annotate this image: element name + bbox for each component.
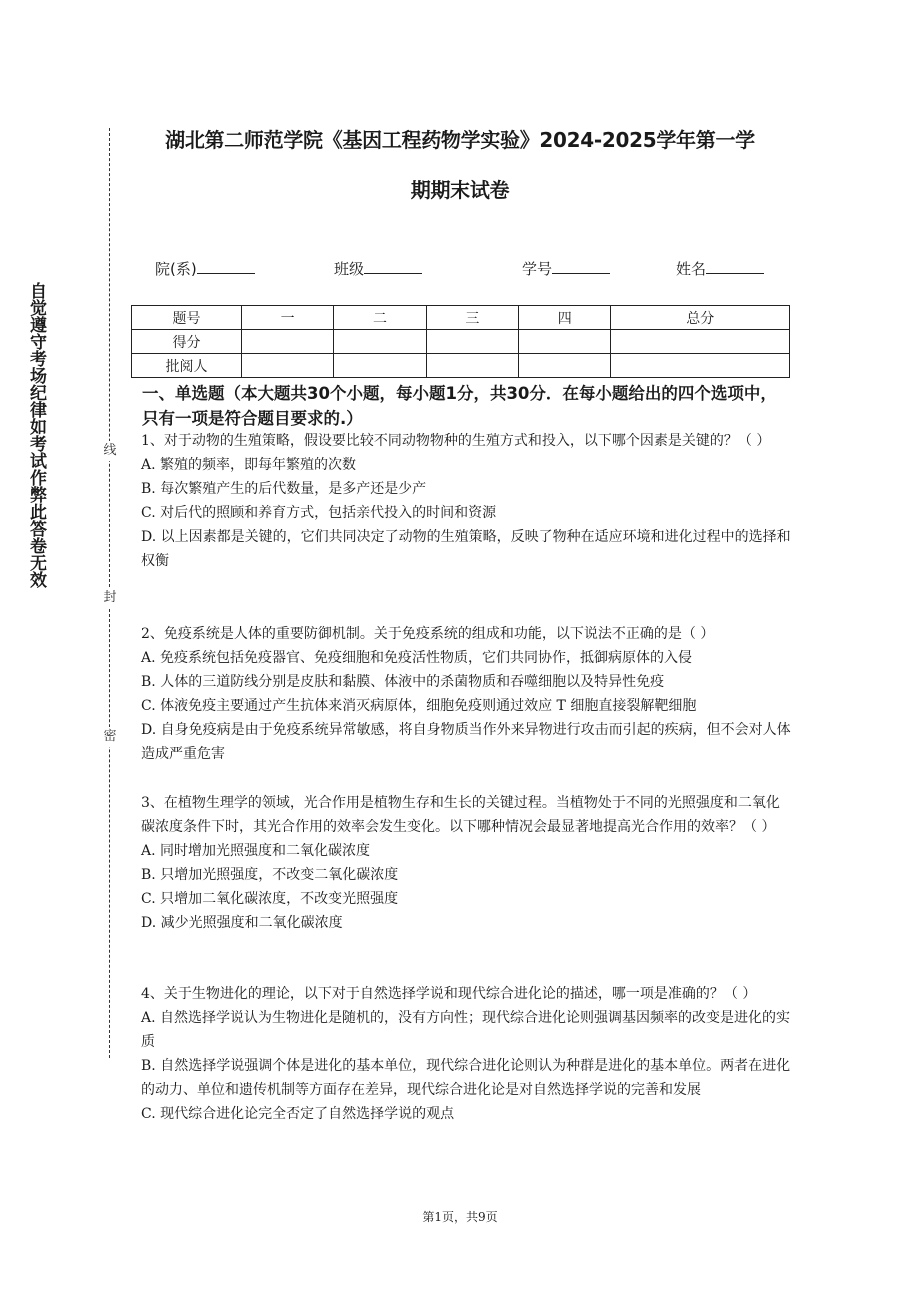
field-student-id-blank: [552, 259, 610, 274]
score-cell: [242, 330, 334, 354]
option: B. 人体的三道防线分别是皮肤和黏膜、体液中的杀菌物质和吞噬细胞以及特异性免疫: [141, 674, 665, 690]
exam-title-line-1: 湖北第二师范学院《基因工程药物学实验》2024-2025学年第一学: [165, 128, 755, 152]
option: B. 只增加光照强度，不改变二氧化碳浓度: [141, 867, 399, 883]
question-stem: 2、免疫系统是人体的重要防御机制。关于免疫系统的组成和功能，以下说法不正确的是（ ）: [141, 626, 715, 642]
field-department: [155, 258, 255, 279]
score-cell: [334, 330, 426, 354]
field-class-blank: [364, 259, 422, 274]
reviewer-cell: [242, 354, 334, 378]
option: D. 以上因素都是关键的，它们共同决定了动物的生殖策略，反映了物种在适应环境和进化过程中的选择和权衡: [141, 529, 791, 569]
option: A. 同时增加光照强度和二氧化碳浓度: [141, 843, 371, 859]
score-cell: [519, 330, 611, 354]
field-student-id: [522, 258, 610, 279]
field-class-label: 班级: [334, 260, 365, 278]
option: A. 繁殖的频率，即每年繁殖的次数: [141, 457, 357, 473]
exam-title-line-2: 期期末试卷: [410, 178, 510, 202]
header-cell: 总分: [611, 306, 790, 330]
option: C. 对后代的照顾和养育方式，包括亲代投入的时间和资源: [141, 505, 497, 521]
header-cell: 四: [519, 306, 611, 330]
cut-mark-seal: 封: [101, 588, 119, 608]
score-cell: [426, 330, 518, 354]
score-table: [131, 305, 790, 378]
header-cell: 二: [334, 306, 426, 330]
reviewer-cell: [611, 354, 790, 378]
question-1: [141, 429, 793, 573]
option: B. 自然选择学说强调个体是进化的基本单位，现代综合进化论则认为种群是进化的基本单位。两者在进化的动力、单位和遗传机制等方面存在差异，现代综合进化论是对自然选择学说的完善和发展: [141, 1058, 791, 1098]
option: A. 自然选择学说认为生物进化是随机的，没有方向性；现代综合进化论则强调基因频率的改变是进化的实质: [141, 1010, 791, 1050]
reviewer-cell: [334, 354, 426, 378]
row-label: 批阅人: [132, 354, 242, 378]
score-cell: [611, 330, 790, 354]
cut-mark-secret: 密: [101, 727, 119, 747]
question-stem: 4、关于生物进化的理论，以下对于自然选择学说和现代综合进化论的描述，哪一项是准确的？（ ）: [141, 986, 757, 1002]
reviewer-row: [132, 354, 790, 378]
header-cell: 一: [242, 306, 334, 330]
question-2: [141, 622, 793, 766]
option: A. 免疫系统包括免疫器官、免疫细胞和免疫活性物质，它们共同协作，抵御病原体的入侵: [141, 650, 693, 666]
score-row: [132, 330, 790, 354]
question-stem: 3、在植物生理学的领域，光合作用是植物生存和生长的关键过程。当植物处于不同的光照强度和二氧化碳浓度条件下时，其光合作用的效率会发生变化。以下哪种情况会最显著地提高光合作用的效率？（ ）: [141, 795, 780, 835]
cut-mark-line: 线: [101, 441, 119, 461]
question-stem: 1、对于动物的生殖策略，假设要比较不同动物物种的生殖方式和投入，以下哪个因素是关键的？（ ）: [141, 433, 771, 449]
option: D. 自身免疫病是由于免疫系统异常敏感，将自身物质当作外来异物进行攻击而引起的疾病，但不会对人体造成严重危害: [141, 722, 791, 762]
page-number: 第1页，共9页: [422, 1210, 498, 1224]
option: C. 现代综合进化论完全否定了自然选择学说的观点: [141, 1106, 455, 1122]
header-cell: 题号: [132, 306, 242, 330]
field-name-label: 姓名: [676, 260, 707, 278]
exam-rule-note: 自觉遵守考场纪律如考试作弊此答卷无效: [26, 282, 46, 588]
field-department-blank: [197, 259, 255, 274]
reviewer-cell: [519, 354, 611, 378]
option: D. 减少光照强度和二氧化碳浓度: [141, 915, 343, 931]
question-3: [141, 791, 793, 935]
option: B. 每次繁殖产生的后代数量，是多产还是少产: [141, 481, 427, 497]
field-student-id-label: 学号: [522, 260, 553, 278]
reviewer-cell: [426, 354, 518, 378]
section-heading: 一、单选题（本大题共30个小题，每小题1分，共30分．在每小题给出的四个选项中，只有一项是符合题目要求的.）: [142, 384, 777, 428]
option: C. 只增加二氧化碳浓度，不改变光照强度: [141, 891, 399, 907]
field-class: [334, 258, 422, 279]
row-label: 得分: [132, 330, 242, 354]
header-cell: 三: [426, 306, 518, 330]
field-name: [676, 258, 764, 279]
question-4: [141, 982, 793, 1126]
score-table-header: [132, 306, 790, 330]
field-department-label: 院(系): [155, 260, 197, 278]
option: C. 体液免疫主要通过产生抗体来消灭病原体，细胞免疫则通过效应 T 细胞直接裂解靶细胞: [141, 698, 697, 714]
field-name-blank: [706, 259, 764, 274]
